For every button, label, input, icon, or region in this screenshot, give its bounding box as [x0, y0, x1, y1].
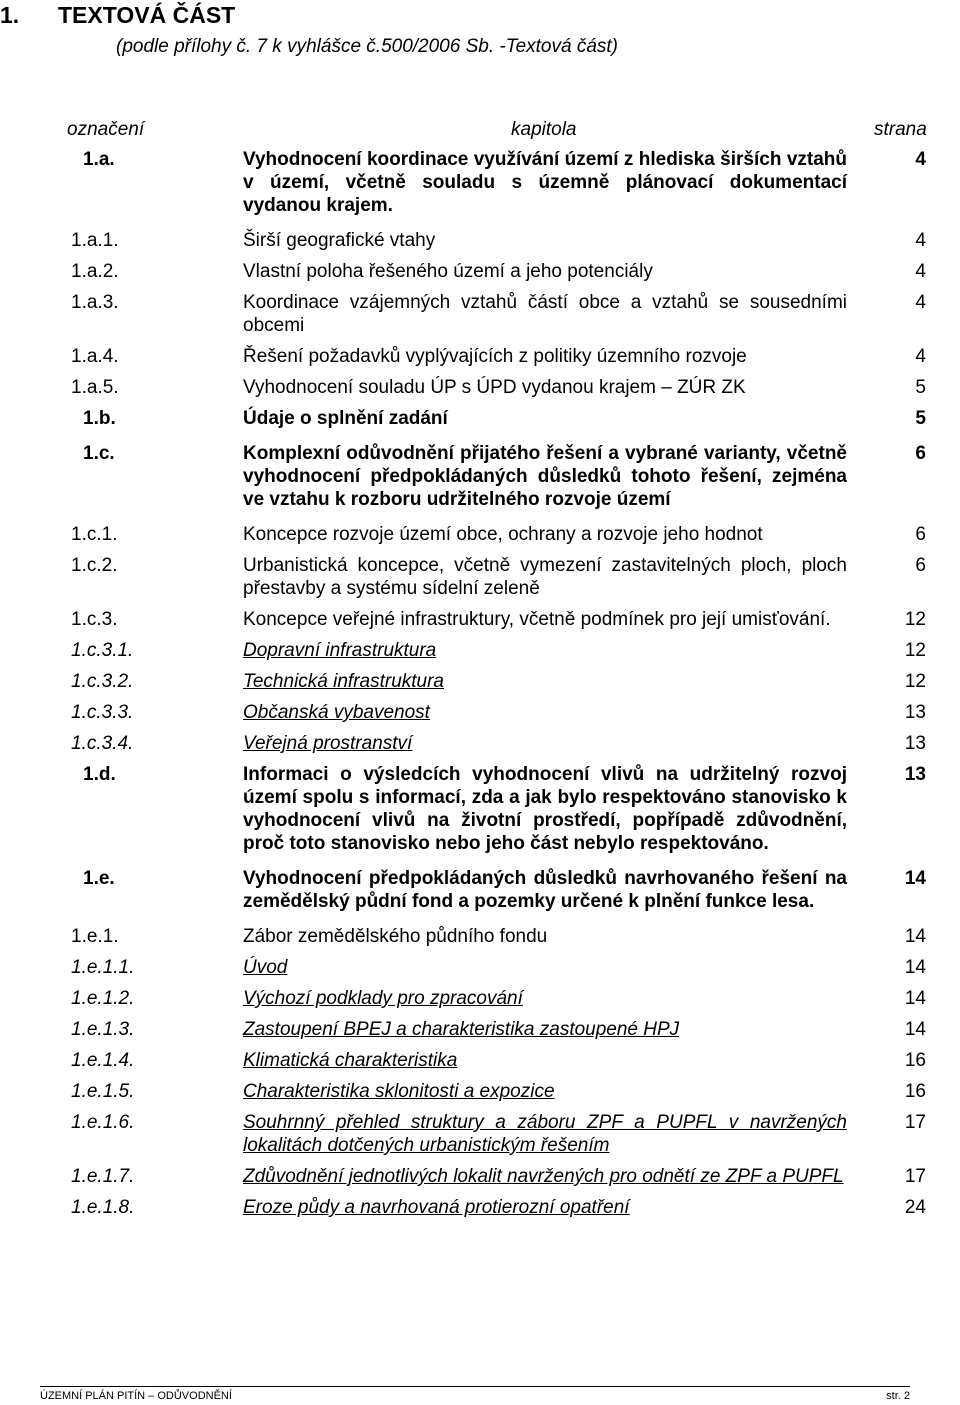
- toc-row: [57, 345, 932, 376]
- toc-page: 13: [904, 702, 926, 723]
- toc-title: Veřejná prostranství: [243, 733, 413, 754]
- toc-page: 6: [915, 555, 926, 576]
- toc-code: 1.a.5.: [71, 377, 119, 398]
- toc-page: 13: [904, 733, 926, 754]
- toc-page: 14: [904, 988, 926, 1009]
- toc-row: [57, 229, 932, 260]
- column-header-chapter: kapitola: [511, 119, 577, 140]
- toc-page: 17: [904, 1166, 926, 1187]
- toc-page: 24: [904, 1197, 926, 1218]
- toc-page: 4: [915, 346, 926, 367]
- toc-page: 14: [904, 926, 926, 947]
- toc-title: Zastoupení BPEJ a charakteristika zastoupené HPJ: [243, 1019, 680, 1040]
- toc-row: [57, 1080, 932, 1111]
- toc-title: Koncepce rozvoje území obce, ochrany a rozvoje jeho hodnot: [243, 524, 763, 545]
- toc-title: Klimatická charakteristika: [243, 1050, 458, 1071]
- toc-row: [57, 376, 932, 407]
- toc-code: 1.d.: [83, 764, 116, 785]
- toc-code: 1.e.1.: [71, 926, 119, 947]
- toc-row: [57, 701, 932, 732]
- toc-row: [57, 291, 932, 345]
- toc-row: [57, 407, 932, 442]
- toc-code: 1.c.2.: [71, 555, 118, 576]
- toc-title: Zábor zemědělského půdního fondu: [243, 926, 548, 947]
- toc-title: Urbanistická koncepce, včetně vymezení zastavitelných ploch, ploch přestavby a systému sídelní zeleně: [243, 555, 847, 599]
- toc-code: 1.e.1.2.: [71, 988, 135, 1009]
- toc-title: Občanská vybavenost: [243, 702, 430, 723]
- toc-row: [57, 608, 932, 639]
- toc-title: Úvod: [243, 957, 288, 978]
- toc-title: Koordinace vzájemných vztahů částí obce a vztahů se sousedními obcemi: [243, 292, 847, 336]
- toc-title: Charakteristika sklonitosti a expozice: [243, 1081, 555, 1102]
- toc-title: Dopravní infrastruktura: [243, 640, 437, 661]
- toc-row: [57, 1165, 932, 1196]
- toc-code: 1.c.3.3.: [71, 702, 134, 723]
- toc-row: [57, 763, 932, 867]
- toc-title: Zdůvodnění jednotlivých lokalit navržených pro odnětí ze ZPF a PUPFL: [243, 1166, 844, 1187]
- footer-document-title: ÚZEMNÍ PLÁN PITÍN – ODŮVODNĚNÍ: [40, 1390, 232, 1402]
- toc-row: [57, 1049, 932, 1080]
- toc-code: 1.b.: [83, 408, 116, 429]
- toc-code: 1.c.1.: [71, 524, 118, 545]
- toc-code: 1.a.3.: [71, 292, 119, 313]
- toc-code: 1.e.1.5.: [71, 1081, 135, 1102]
- toc-page: 16: [904, 1050, 926, 1071]
- toc-code: 1.e.: [83, 868, 115, 889]
- toc-code: 1.a.1.: [71, 230, 119, 251]
- toc-code: 1.e.1.3.: [71, 1019, 135, 1040]
- toc-title: Vyhodnocení souladu ÚP s ÚPD vydanou krajem – ZÚR ZK: [243, 377, 746, 398]
- toc-title: Vlastní poloha řešeného území a jeho potenciály: [243, 261, 653, 282]
- toc-page: 14: [904, 1019, 926, 1040]
- toc-row: [57, 1196, 932, 1227]
- toc-row: [57, 1111, 932, 1165]
- toc-row: [57, 987, 932, 1018]
- toc-row: [57, 867, 932, 925]
- toc-code: 1.e.1.4.: [71, 1050, 135, 1071]
- toc-row: [57, 554, 932, 608]
- toc-code: 1.e.1.8.: [71, 1197, 135, 1218]
- toc-code: 1.c.: [83, 443, 115, 464]
- toc-title: Širší geografické vtahy: [243, 230, 436, 251]
- toc-row: [57, 925, 932, 956]
- section-subtitle: (podle přílohy č. 7 k vyhlášce č.500/2006 Sb. -Textová část): [116, 36, 619, 57]
- toc-code: 1.a.2.: [71, 261, 119, 282]
- toc-row: [57, 442, 932, 523]
- section-number: 1.: [0, 2, 20, 28]
- toc-page: 16: [904, 1081, 926, 1102]
- toc-row: [57, 956, 932, 987]
- toc-row: [57, 523, 932, 554]
- section-title: TEXTOVÁ ČÁST: [58, 2, 236, 28]
- toc-code: 1.e.1.6.: [71, 1112, 135, 1133]
- toc-row: [57, 148, 932, 229]
- toc-title: Koncepce veřejné infrastruktury, včetně podmínek pro její umisťování.: [243, 609, 831, 630]
- toc-title: Údaje o splnění zadání: [243, 408, 448, 429]
- toc-title: Vyhodnocení koordinace využívání území z hlediska širších vztahů v území, včetně souladu s územně plánovací dokumentací vydanou krajem.: [243, 149, 847, 216]
- toc-page: 13: [904, 764, 926, 785]
- toc-page: 4: [915, 292, 926, 313]
- toc-page: 5: [915, 408, 926, 429]
- toc-title: Výchozí podklady pro zpracování: [243, 988, 523, 1009]
- toc-code: 1.c.3.4.: [71, 733, 134, 754]
- column-header-page: strana: [874, 119, 927, 140]
- toc-page: 17: [904, 1112, 926, 1133]
- toc-page: 12: [904, 640, 926, 661]
- toc-title: Informaci o výsledcích vyhodnocení vlivů na udržitelný rozvoj území spolu s informací, zda a jak bylo respektováno stanovisko k vyhodnocení vlivů na životní prostředí, popřípadě zdůvodnění, proč toto stanovisko nebo jeho část nebylo respektováno.: [243, 764, 847, 854]
- toc-row: [57, 732, 932, 763]
- toc-code: 1.e.1.1.: [71, 957, 135, 978]
- toc-page: 4: [915, 230, 926, 251]
- toc-code: 1.c.3.1.: [71, 640, 134, 661]
- toc-page: 6: [915, 443, 926, 464]
- toc-page: 6: [915, 524, 926, 545]
- toc-row: [57, 1018, 932, 1049]
- toc-page: 14: [904, 868, 926, 889]
- toc-page: 14: [904, 957, 926, 978]
- toc-page: 12: [904, 609, 926, 630]
- page-footer: [40, 1386, 910, 1402]
- toc-title: Řešení požadavků vyplývajících z politiky územního rozvoje: [243, 346, 747, 367]
- toc-page: 5: [915, 377, 926, 398]
- toc-row: [57, 670, 932, 701]
- toc-title: Vyhodnocení předpokládaných důsledků navrhovaného řešení na zemědělský půdní fond a pozemky určené k plnění funkce lesa.: [243, 868, 847, 912]
- toc-title: Technická infrastruktura: [243, 671, 445, 692]
- footer-page-number: str. 2: [886, 1390, 910, 1402]
- section-heading: [0, 2, 235, 29]
- toc-title: Eroze půdy a navrhovaná protierozní opatření: [243, 1197, 630, 1218]
- toc-row: [57, 260, 932, 291]
- toc-code: 1.a.: [83, 149, 115, 170]
- toc-row: [57, 639, 932, 670]
- toc-code: 1.c.3.: [71, 609, 118, 630]
- column-header-code: označení: [67, 119, 145, 140]
- toc-code: 1.e.1.7.: [71, 1166, 135, 1187]
- toc-title: Souhrnný přehled struktury a záboru ZPF a PUPFL v navržených lokalitách dotčených urbanistickým řešením: [243, 1112, 847, 1156]
- toc-page: 4: [915, 261, 926, 282]
- toc-page: 12: [904, 671, 926, 692]
- toc-code: 1.c.3.2.: [71, 671, 134, 692]
- toc-title: Komplexní odůvodnění přijatého řešení a vybrané varianty, včetně vyhodnocení předpokládaných důsledků tohoto řešení, zejména ve vztahu k rozboru udržitelného rozvoje území: [243, 443, 847, 510]
- toc-code: 1.a.4.: [71, 346, 119, 367]
- table-of-contents: [57, 148, 932, 1227]
- toc-page: 4: [915, 149, 926, 170]
